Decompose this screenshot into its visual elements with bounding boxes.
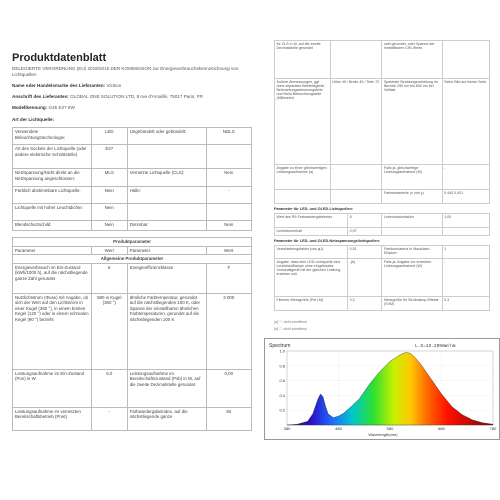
datasheet-right-page (258, 40, 498, 332)
spectrum-chart (264, 338, 500, 440)
product-parameter-table (12, 237, 252, 431)
spectrum-area (287, 352, 493, 425)
led-section-title: Parameter für LED- und OLED-Lichtquellen: (274, 207, 354, 211)
footnote-b: (b)"-": nicht zutreffend (274, 327, 307, 331)
type-label: Art der Lichtquelle: (12, 117, 55, 122)
led-parameter-table (274, 213, 490, 236)
table-row: Lichtstromerhalt 0,97 (275, 228, 490, 236)
table-row: Farbwertanteile (x und y) 0,440 0,401 (275, 190, 490, 204)
table-row: Äußere Abmessungen, ggf. ohne separates Betriebsgerät, Beleuchtungssteuerungsteile und Nicht-Beleuchtungsteile (Millimeter) Höhe 45 / Breite 45 / Tiefe 72 Spektrale Strahlungsverteilung im Bereich 250 nm bis 800 nm bei Volllast Siehe Bild auf letzter Seite (275, 79, 490, 165)
y-tick-label: 0.4 (279, 392, 285, 398)
spectrum-x-ticks (284, 426, 497, 431)
datasheet-left-page (6, 38, 256, 438)
footnote-a: (a)"-": nicht zutreffend (274, 320, 307, 324)
table-row: Flimmer-Messgröße (Pst LM) 0,3 Messgröße für Stroboskop-Effekte (SVM) 0,3 (275, 297, 490, 311)
table-row: Verwendete Beleuchtungstechnologie: LED Ungebündelt oder gebündelt: NDLS (13, 128, 252, 145)
table-row: Lichtquelle mit hoher Leuchtdichte: Nein (13, 204, 252, 221)
spectrum-x-label: Wavelength(nm) (368, 432, 398, 437)
manufacturer-row (12, 83, 252, 89)
table-row: für CLS in W, auf die zweite Dezimalstelle gerundet zahl gerundet, oder Spanne der einstellbaren CRI-Werte (275, 41, 490, 79)
spectrum-svg (265, 339, 499, 439)
manufacturer-value: Viclson (106, 83, 122, 88)
mains-parameter-table (274, 245, 490, 311)
model-label: Modellkennung: (12, 105, 48, 110)
page-title: Produktdatenblatt (12, 52, 107, 64)
table-row: Angabe, dass eine LED-Lichtquelle eine Leuchtstofflampe ohne eingebautes Vorschaltgerät mit der gleichen Leistung ersetzen soll. -(b) Falls ja, Angabe zur ersetzten Leistungsaufnahme (W) - (275, 259, 490, 297)
table-section-row: Allgemeine Produktparameter (13, 255, 252, 264)
light-source-table (12, 127, 252, 231)
table-head-row: Parameter Wert Parameter Wert (13, 246, 252, 255)
x-tick-label: 680 (438, 426, 445, 431)
table-row: Leistungsaufnahme im vernetzten Bereitschaftsbetrieb (Pnet) - Farbwiedergabeindex, auf die nächstliegende ganze 83 (13, 407, 252, 430)
spectrum-title: Spectrum (269, 343, 291, 349)
x-tick-label: 380 (283, 426, 291, 431)
table-row: Energieverbrauch im Ein-Zustand (kWh/1000 h), auf die nächstliegende ganze Zahl gerundet 6 Energieeffizienzklasse F (13, 263, 252, 293)
y-tick-label: 0.2 (279, 407, 285, 413)
address-label: Anschrift des Lieferanten: (12, 94, 69, 99)
x-tick-label: 580 (386, 426, 394, 431)
table-row: Netzspannung/Nicht direkt an die Netzspannung angeschlossen: MLS Vernetzte Lichtquelle (CLS): Nein (13, 169, 252, 187)
address-row (12, 94, 252, 100)
manufacturer-label: Name oder Handelsmarke des Lieferanten: (12, 83, 106, 88)
x-tick-label: 480 (335, 426, 342, 431)
table-row: Blendschutzschild: Nein Dimmbar: Nein (13, 221, 252, 231)
intro-text: DELEGIERTE VERORDNUNG (EU) 2019/2015 DER KOMMISSION zur Energieverbrauchskennzeichnung von Lichtquellen (12, 66, 239, 77)
table-row: Verschiebungsfaktor (cos φ1) 0,51 Farbkonsistenz in MacAdam-Ellipsen 1 (275, 246, 490, 259)
table-row: Leistungsaufnahme im Ein-Zustand (Pon) in W 6,0 Leistungsaufnahme im Bereitschaftszustand (Psb) in W, auf die zweite Dezimalstelle gerundet 0,00 (13, 369, 252, 407)
mains-section-title: Parameter für LED- und OLED-Netzspannungslichtquellen: (274, 239, 381, 243)
table-row: Angabe zu einer gleichwertigen Leistungsaufnahme (a) - Falls ja, gleichwertige Leistungsaufnahme (W) - (275, 165, 490, 190)
table-row: Art des Sockels der Lichtquelle (oder andere elektrische Schnittstelle) E27 (13, 145, 252, 169)
table-row: Farblich abstimmbare Lichtquelle: Nein Hülle: - (13, 187, 252, 204)
table-title-row: Produktparameter (13, 238, 252, 247)
y-tick-label: 0.6 (279, 378, 285, 384)
type-row (12, 117, 252, 123)
right-top-table (274, 40, 490, 204)
table-row: Nutzlichtstrom (Φuse) mit Angabe, ob sich der Wert auf den Lichtstrom in einer Kugel (360 °), in einem breiten Kegel (120 °) oder in einem schmalen Kegel (90 °) bezieht 580 in Kugel (360 °) ähnliche Farbtemperatur, gerundet auf die nächstliegenden 100 K, oder Spanne der einstellbaren ähnlichen Farbtemperaturen, gerundet auf die nächstliegenden 100 K 3 000 (13, 293, 252, 369)
x-tick-label: 780 (489, 426, 497, 431)
address-value: GLOBAL ONE SOLUTION LTD, 8 rue d'Arnaillé, 75017 Paris, FR (70, 94, 203, 99)
spectrum-legend: L.S=13.299mW/nm (415, 344, 456, 349)
spectrum-y-ticks (279, 349, 285, 413)
y-tick-label: 0.8 (279, 363, 285, 369)
model-row (12, 105, 252, 111)
y-tick-label: 1.0 (279, 348, 285, 354)
model-value: G45 E27 6W (48, 105, 75, 110)
table-row: Wert des R9-Farbwiedergabeindex 8 Lebensdauerfaktor 1,00 (275, 214, 490, 228)
